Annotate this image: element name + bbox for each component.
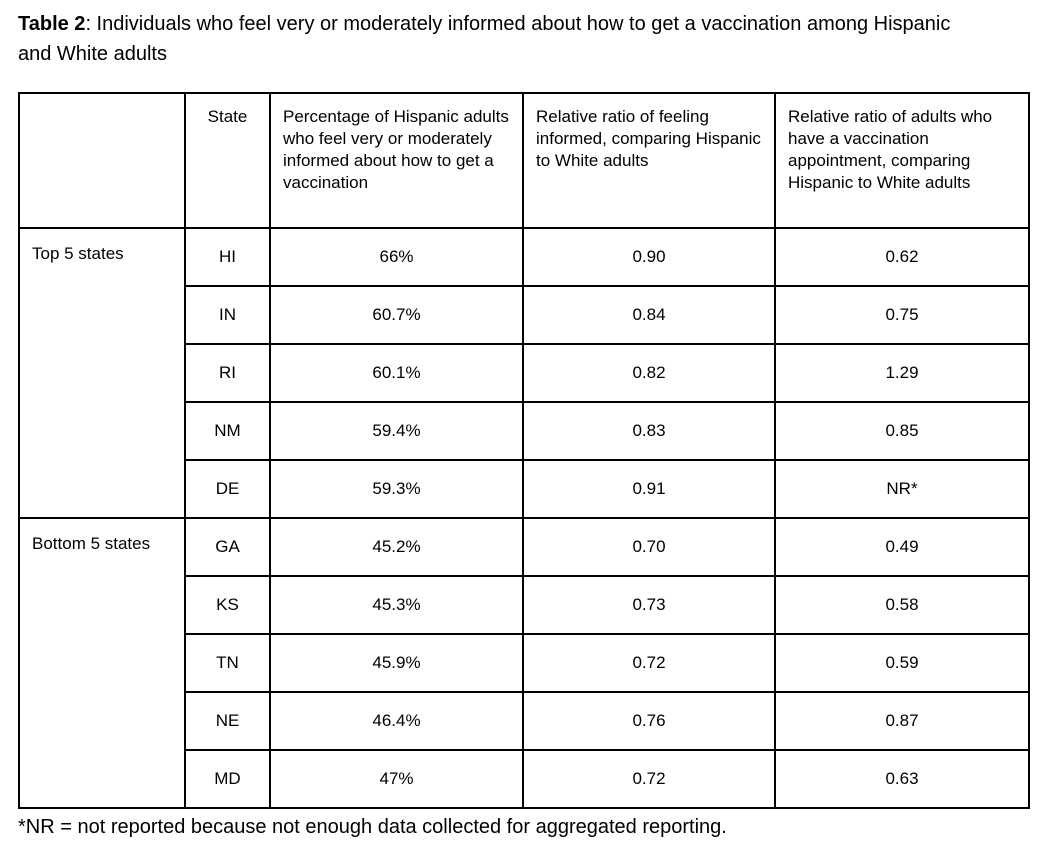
table-row [19,518,1029,576]
state-cell: KS [185,576,270,634]
ratio-appointment-cell: NR* [775,460,1029,518]
table-title-text: : Individuals who feel very or moderately informed about how to get a vaccination among Hispanic and White adults [18,13,951,65]
header-state: State [185,93,270,228]
ratio-informed-cell: 0.90 [523,228,775,286]
ratio-appointment-cell: 1.29 [775,344,1029,402]
ratio-appointment-cell: 0.75 [775,286,1029,344]
header-ratio-informed: Relative ratio of feeling informed, comparing Hispanic to White adults [523,93,775,228]
ratio-informed-cell: 0.76 [523,692,775,750]
ratio-informed-cell: 0.72 [523,634,775,692]
table-row [19,228,1029,286]
ratio-appointment-cell: 0.59 [775,634,1029,692]
ratio-appointment-cell: 0.85 [775,402,1029,460]
header-row [19,93,1029,228]
group-label-top5: Top 5 states [19,228,185,518]
pct-informed-cell: 60.7% [270,286,523,344]
pct-informed-cell: 45.9% [270,634,523,692]
header-empty [19,93,185,228]
table-title [18,10,978,69]
state-cell: GA [185,518,270,576]
state-cell: NE [185,692,270,750]
ratio-appointment-cell: 0.62 [775,228,1029,286]
ratio-informed-cell: 0.91 [523,460,775,518]
group-label-bottom5: Bottom 5 states [19,518,185,808]
ratio-informed-cell: 0.73 [523,576,775,634]
pct-informed-cell: 46.4% [270,692,523,750]
ratio-appointment-cell: 0.49 [775,518,1029,576]
pct-informed-cell: 45.2% [270,518,523,576]
ratio-appointment-cell: 0.63 [775,750,1029,808]
ratio-informed-cell: 0.82 [523,344,775,402]
ratio-informed-cell: 0.83 [523,402,775,460]
vaccination-info-table [18,92,1030,809]
state-cell: TN [185,634,270,692]
state-cell: NM [185,402,270,460]
ratio-informed-cell: 0.70 [523,518,775,576]
pct-informed-cell: 60.1% [270,344,523,402]
ratio-appointment-cell: 0.87 [775,692,1029,750]
pct-informed-cell: 66% [270,228,523,286]
header-ratio-appointment: Relative ratio of adults who have a vaccination appointment, comparing Hispanic to White adults [775,93,1029,228]
pct-informed-cell: 47% [270,750,523,808]
pct-informed-cell: 59.4% [270,402,523,460]
pct-informed-cell: 45.3% [270,576,523,634]
ratio-informed-cell: 0.72 [523,750,775,808]
state-cell: RI [185,344,270,402]
state-cell: IN [185,286,270,344]
state-cell: HI [185,228,270,286]
table-title-number: Table 2 [18,13,86,35]
footnote: *NR = not reported because not enough data collected for aggregated reporting. [18,816,727,839]
state-cell: DE [185,460,270,518]
pct-informed-cell: 59.3% [270,460,523,518]
ratio-appointment-cell: 0.58 [775,576,1029,634]
header-pct-informed: Percentage of Hispanic adults who feel very or moderately informed about how to get a vaccination [270,93,523,228]
state-cell: MD [185,750,270,808]
ratio-informed-cell: 0.84 [523,286,775,344]
